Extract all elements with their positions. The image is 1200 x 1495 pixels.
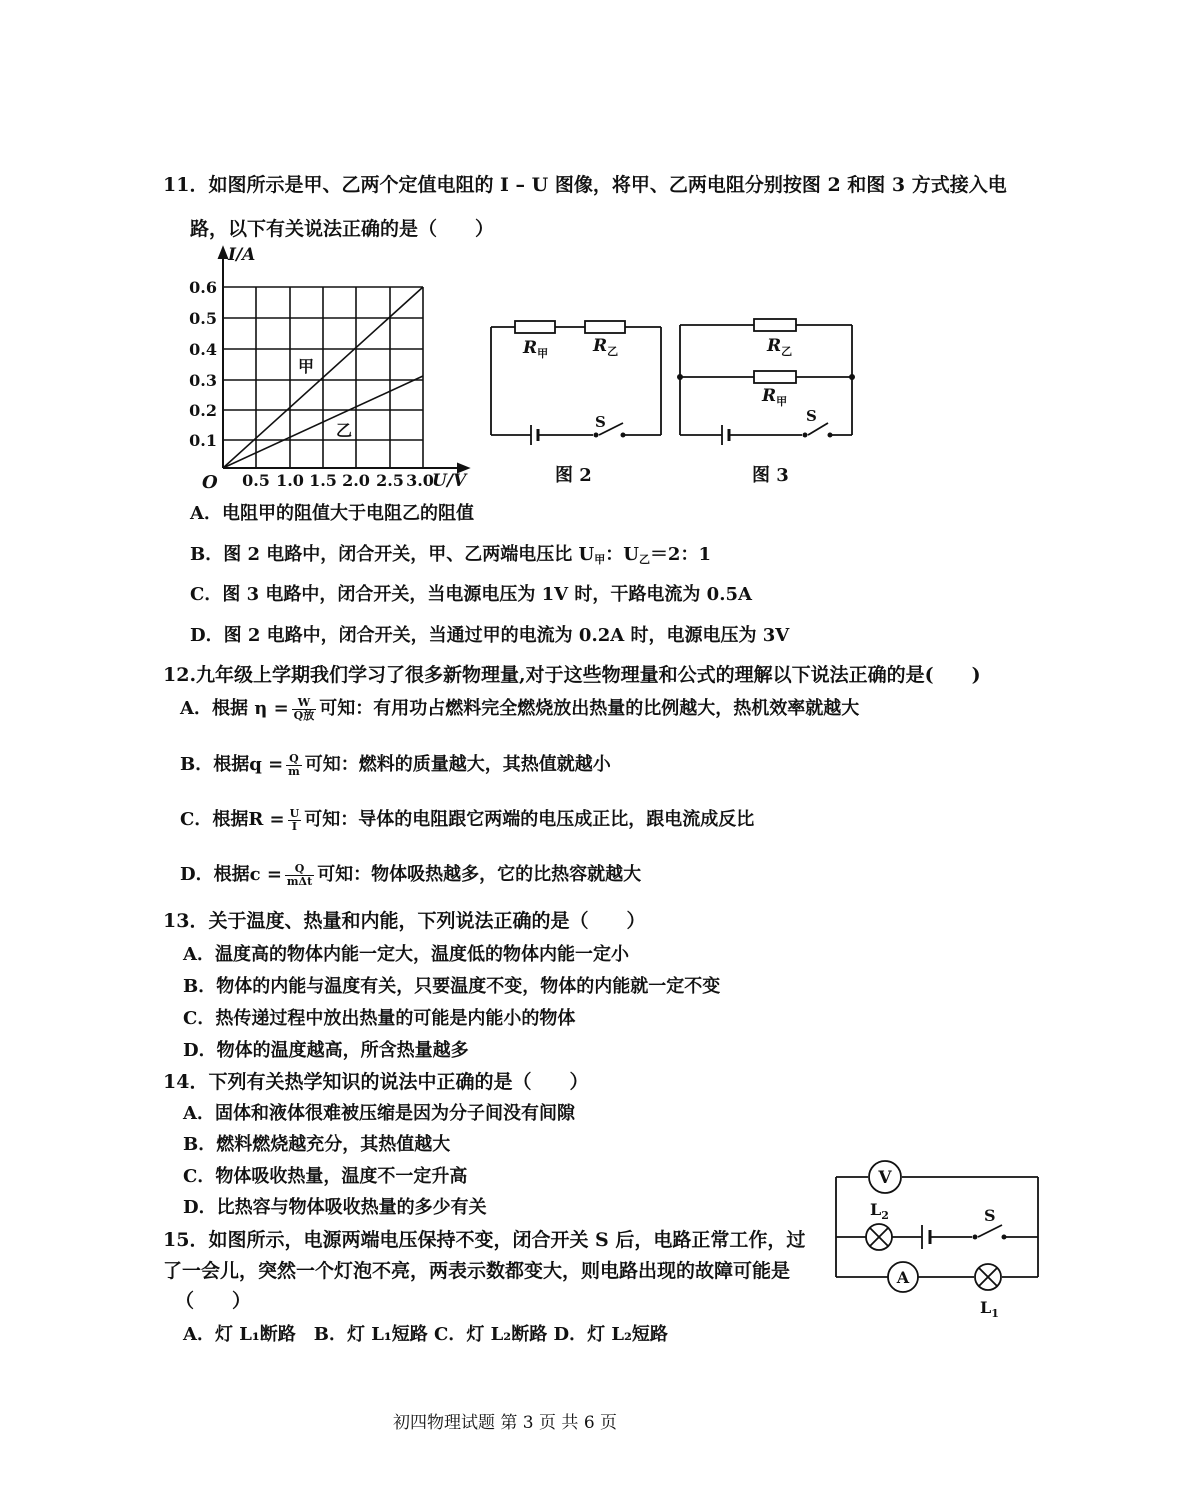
y-tick: 0.4 bbox=[189, 340, 217, 359]
switch-label: S bbox=[595, 413, 606, 431]
q11-option-c: C．图 3 电路中，闭合开关，当电源电压为 1V 时，干路电流为 0.5A bbox=[190, 584, 752, 605]
x-tick: 3.0 bbox=[406, 471, 434, 490]
label-jia: 甲 bbox=[298, 357, 315, 376]
x-tick: 2.5 bbox=[376, 471, 404, 490]
q15-options: A．灯 L₁断路 B．灯 L₁短路 C．灯 L₂断路 D．灯 L₂短路 bbox=[183, 1324, 668, 1345]
lamp2-label: $L_2$ bbox=[870, 1200, 889, 1222]
q12-option-c: C．根据R = $\frac{U}{I}$ 可知：导体的电阻跟它两端的电压成正比，跟电流成反比 bbox=[180, 806, 755, 833]
page-footer: 初四物理试题 第 3 页 共 6 页 bbox=[393, 1413, 618, 1433]
q14-option-a: A．固体和液体很难被压缩是因为分子间没有间隙 bbox=[183, 1103, 575, 1124]
q15-stem-line3: （ ） bbox=[175, 1290, 252, 1312]
origin-label: O bbox=[202, 472, 218, 493]
q11-stem-line2: 路，以下有关说法正确的是（ ） bbox=[190, 218, 495, 240]
y-tick: 0.5 bbox=[189, 309, 217, 328]
q13-option-a: A．温度高的物体内能一定大，温度低的物体内能一定小 bbox=[183, 944, 629, 965]
switch-label: S bbox=[806, 407, 817, 425]
q13-option-b: B．物体的内能与温度有关，只要温度不变，物体的内能就一定不变 bbox=[183, 976, 721, 997]
q12-option-a: A．根据 η = $\frac{W}{\text{Q放}}$ 可知：有用功占燃料完全燃烧放出热量的比例越大，热机效率就越大 bbox=[180, 695, 860, 722]
r-yi-label: $R_乙$ bbox=[593, 336, 619, 358]
q11-option-a: A．电阻甲的阻值大于电阻乙的阻值 bbox=[190, 503, 474, 524]
q13-stem: 13．关于温度、热量和内能，下列说法正确的是（ ） bbox=[163, 910, 646, 932]
q14-option-c: C．物体吸收热量，温度不一定升高 bbox=[183, 1166, 468, 1187]
x-tick: 1.0 bbox=[276, 471, 304, 490]
y-tick: 0.2 bbox=[189, 401, 217, 420]
q11-stem-line1: 11．如图所示是甲、乙两个定值电阻的 I – U 图像，将甲、乙两电阻分别按图 2 和图 3 方式接入电 bbox=[163, 174, 1007, 196]
x-tick: 0.5 bbox=[242, 471, 270, 490]
ammeter-label: A bbox=[896, 1268, 910, 1287]
y-axis-label: I/A bbox=[228, 245, 256, 265]
x-tick: 2.0 bbox=[342, 471, 370, 490]
circuit-q15 bbox=[830, 1155, 1045, 1320]
q11-option-d: D．图 2 电路中，闭合开关，当通过甲的电流为 0.2A 时，电源电压为 3V bbox=[190, 625, 790, 646]
x-axis-label: U/V bbox=[432, 471, 467, 491]
lamp1-label: $L_1$ bbox=[980, 1298, 999, 1320]
x-tick: 1.5 bbox=[309, 471, 337, 490]
q12-option-d: D．根据c = $\frac{Q}{\text{mΔt}}$ 可知：物体吸热越多，它的比热容就越大 bbox=[180, 861, 642, 888]
r-jia-label: $R_甲$ bbox=[762, 386, 788, 408]
switch-label: S bbox=[984, 1206, 996, 1225]
q15-stem-line2: 了一会儿，突然一个灯泡不亮，两表示数都变大，则电路出现的故障可能是 bbox=[163, 1260, 791, 1282]
q15-stem-line1: 15．如图所示，电源两端电压保持不变，闭合开关 S 后，电路正常工作，过 bbox=[163, 1229, 806, 1251]
q14-option-b: B．燃料燃烧越充分，其热值越大 bbox=[183, 1134, 451, 1155]
q11-option-b: B．图 2 电路中，闭合开关，甲、乙两端电压比 $U_甲$：$U_乙=2$：1 bbox=[190, 544, 711, 566]
q14-stem: 14．下列有关热学知识的说法中正确的是（ ） bbox=[163, 1071, 589, 1093]
fig3-caption: 图 3 bbox=[752, 465, 789, 486]
circuit-fig3 bbox=[672, 315, 862, 490]
q13-option-d: D．物体的温度越高，所含热量越多 bbox=[183, 1040, 469, 1061]
q12-stem: 12.九年级上学期我们学习了很多新物理量,对于这些物理量和公式的理解以下说法正确的是( ) bbox=[163, 664, 981, 686]
iu-graph bbox=[180, 240, 480, 495]
label-yi: 乙 bbox=[336, 421, 353, 440]
q13-option-c: C．热传递过程中放出热量的可能是内能小的物体 bbox=[183, 1008, 576, 1029]
r-jia-label: $R_甲$ bbox=[523, 338, 549, 360]
circuit-fig2 bbox=[485, 315, 670, 490]
y-tick: 0.6 bbox=[189, 278, 217, 297]
voltmeter-label: V bbox=[878, 1168, 892, 1188]
r-yi-label: $R_乙$ bbox=[767, 336, 793, 358]
y-tick: 0.3 bbox=[189, 371, 217, 390]
q12-option-b: B．根据q = $\frac{Q}{m}$ 可知：燃料的质量越大，其热值就越小 bbox=[180, 751, 611, 778]
q14-option-d: D．比热容与物体吸收热量的多少有关 bbox=[183, 1197, 487, 1218]
fig2-caption: 图 2 bbox=[555, 465, 592, 486]
y-tick: 0.1 bbox=[189, 431, 217, 450]
